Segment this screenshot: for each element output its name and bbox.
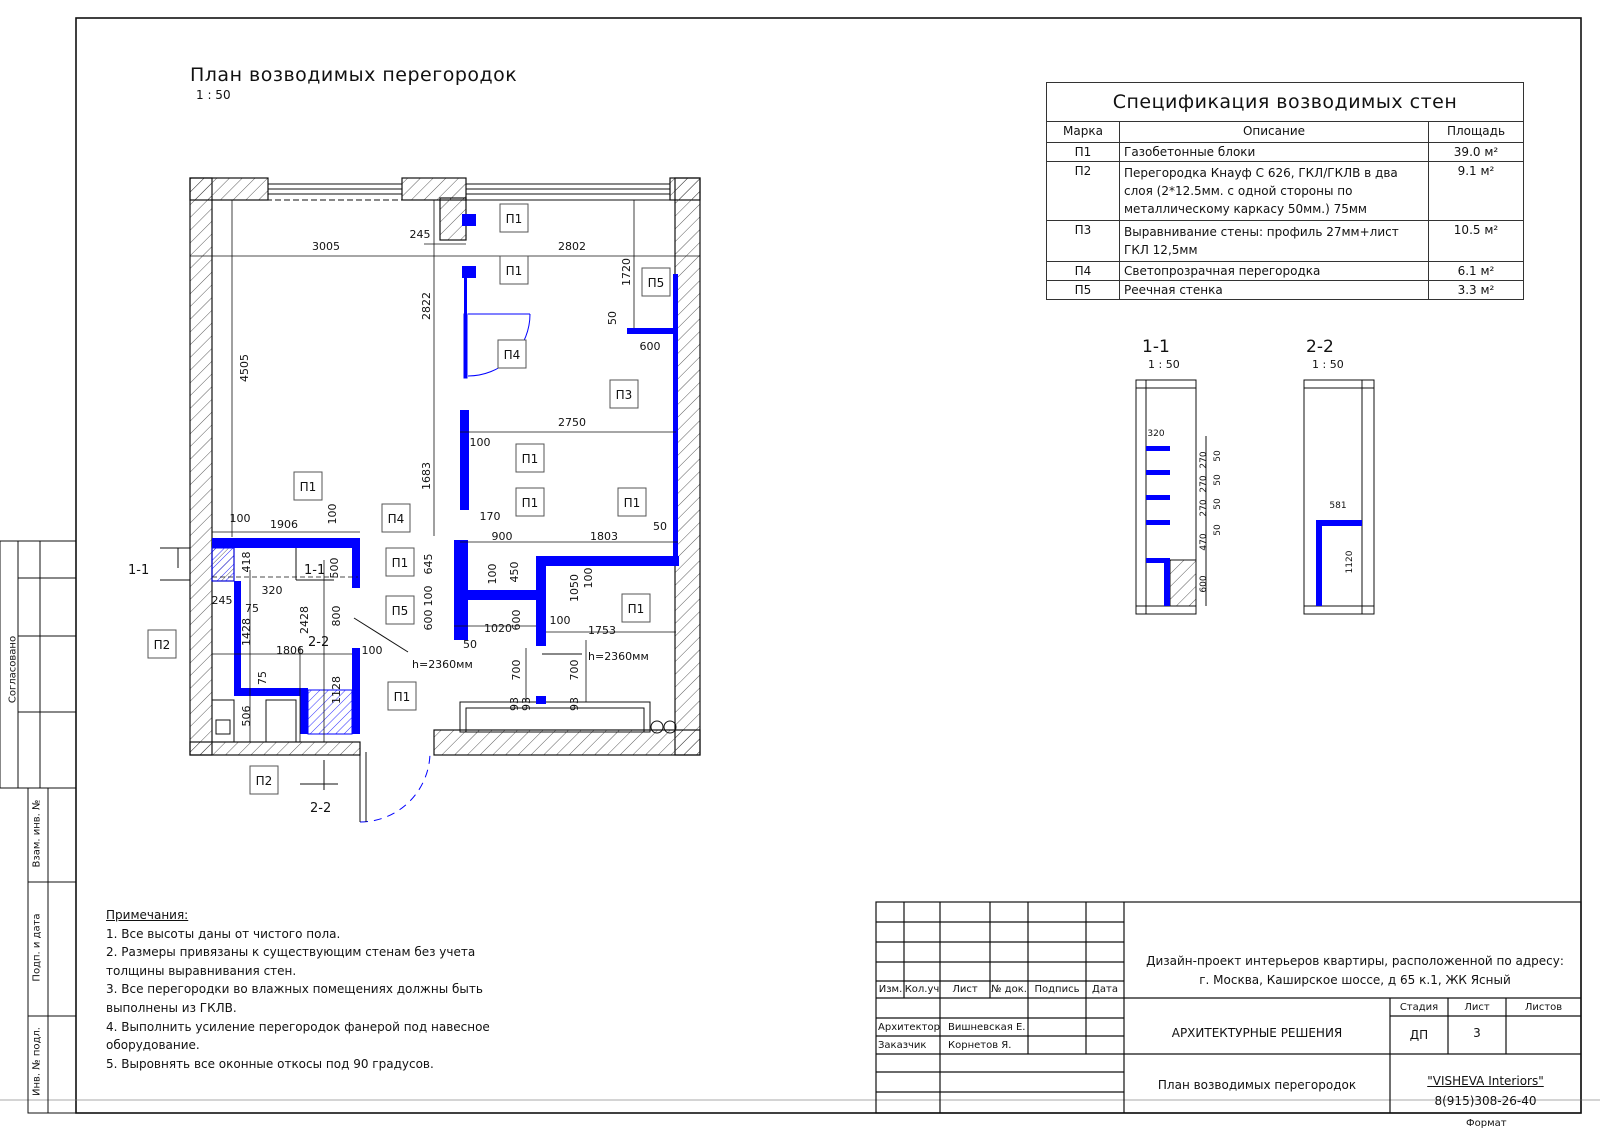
s11-dim: 270 [1199,451,1209,469]
s11-dim: 50 [1213,498,1223,510]
tag-p1: П1 [299,480,317,494]
tb-company: "VISHEVA Interiors" [1427,1074,1544,1088]
dim-text: 100 [486,563,499,585]
tb-col-sign: Подпись [1034,984,1080,995]
tb-architect-name: Вишневская Е. [948,1022,1026,1033]
dim-text: 600 [422,609,435,631]
tb-col-izm: Изм. [878,984,903,995]
tb-sheet: 3 [1473,1026,1481,1040]
table-row [1047,262,1524,281]
spec-desc: Светопрозрачная перегородка [1120,262,1429,281]
s11-dim: 50 [1213,450,1223,462]
section-2-2-partitions [1316,520,1362,606]
dim-text: 500 [328,557,341,579]
dim-text: 900 [491,530,513,543]
spec-desc: Перегородка Кнауф С 626, ГКЛ/ГКЛВ в два слоя (2*12.5мм. с одной стороны по металлическому каркасу 50мм.) 75мм [1120,162,1429,221]
height-note: h=2360мм [588,650,649,663]
tag-boxes [148,204,670,794]
stamp-agreed: Согласовано [7,635,19,704]
spec-mark: П1 [1047,143,1120,162]
tag-p1: П1 [623,496,641,510]
tag-p4: П4 [387,512,405,526]
spec-header-desc: Описание [1120,122,1429,143]
dim-text: 1803 [590,530,618,543]
spec-area: 9.1 м² [1429,162,1524,221]
dim-text: 93 [520,697,533,711]
spec-mark: П3 [1047,221,1120,262]
s11-dim: 470 [1199,533,1209,551]
dim-text: 2750 [558,416,586,429]
spec-desc: Газобетонные блоки [1120,143,1429,162]
s11-dim: 50 [1213,474,1223,486]
spec-area: 39.0 м² [1429,143,1524,162]
tb-col-kol: Кол.уч [904,984,940,995]
dim-text: 1683 [420,462,433,490]
spec-header-area: Площадь [1429,122,1524,143]
section-label-1-1: 1-1 [128,563,150,578]
dim-text: 170 [479,510,501,523]
tb-stage: ДП [1409,1028,1429,1042]
notes-title: Примечания: [106,908,189,922]
dim-text: 1906 [270,518,298,531]
dim-text: 100 [361,644,383,657]
section-1-1-partitions [1146,446,1170,606]
dim-text: 75 [245,602,259,615]
s11-dim: 270 [1199,499,1209,517]
tb-section: АРХИТЕКТУРНЫЕ РЕШЕНИЯ [1171,1026,1343,1040]
dim-text: 1806 [276,644,304,657]
dim-text: 100 [549,614,571,627]
dim-text: 100 [582,567,595,589]
dim-text: 700 [510,659,523,681]
dim-text: 600 [639,340,661,353]
dim-text: 245 [409,228,431,241]
spec-area: 10.5 м² [1429,221,1524,262]
spec-desc: Реечная стенка [1120,281,1429,300]
stamp-inv-orig: Инв. № подл. [31,1027,43,1096]
dim-text: 100 [326,503,339,525]
dim-text: 645 [422,553,435,575]
tb-sheet-header: Лист [1464,1002,1490,1013]
dimension-texts [212,228,668,727]
dim-text: 1720 [620,258,633,286]
section-1-1-title: 1-1 [1142,337,1170,357]
dim-text: 2802 [558,240,586,253]
tb-sheet-title: План возводимых перегородок [1157,1078,1357,1092]
stamp-sign-date: Подп. и дата [31,913,43,982]
tag-p4: П4 [503,348,521,362]
dim-text: 800 [330,605,343,627]
note-item: 1. Все высоты даны от чистого пола. [106,926,341,941]
s11-dim: 600 [1199,575,1209,593]
section-2-2-drawing [1304,380,1374,614]
dim-text: 506 [240,705,253,727]
tag-p5: П5 [647,276,665,290]
tb-architect-role: Архитектор [878,1022,940,1033]
dim-text: 100 [422,585,435,607]
note-item: 2. Размеры привязаны к существующим стенам без учета толщины выравнивания стен. [106,945,476,978]
notes [106,906,496,1073]
tag-p1: П1 [627,602,645,616]
tag-p1: П1 [521,452,539,466]
s22-dim: 1120 [1345,550,1355,574]
s11-dim: 270 [1199,475,1209,493]
table-row [1047,221,1524,262]
dim-text: 93 [508,697,521,711]
s22-dim: 581 [1329,501,1347,511]
section-2-2-title: 2-2 [1306,337,1334,357]
s11-dim: 50 [1213,524,1223,536]
tb-stage-header: Стадия [1399,1002,1439,1013]
tag-p1: П1 [505,212,523,226]
tag-p1: П1 [505,264,523,278]
spec-header-mark: Марка [1047,122,1120,143]
dim-text: 1428 [240,618,253,646]
tag-p5: П5 [391,604,409,618]
tb-format: Формат [1466,1118,1507,1129]
drawing-scale: 1 : 50 [196,88,231,102]
note-item: 3. Все перегородки во влажных помещениях должны быть выполнены из ГКЛВ. [106,982,483,1015]
dim-text: 320 [261,584,283,597]
tb-phone: 8(915)308-26-40 [1434,1094,1537,1108]
section-2-2-scale: 1 : 50 [1312,358,1344,371]
windows [268,184,670,194]
tb-client-name: Корнетов Я. [948,1040,1012,1051]
dim-text: 2822 [420,292,433,320]
height-note: h=2360мм [412,658,473,671]
spec-mark: П2 [1047,162,1120,221]
dim-text: 700 [568,659,581,681]
tag-p1: П1 [521,496,539,510]
tb-col-date: Дата [1092,984,1118,995]
dim-text: 450 [508,561,521,583]
spec-area: 6.1 м² [1429,262,1524,281]
spec-desc: Выравнивание стены: профиль 27мм+лист ГКЛ 12,5мм [1120,221,1429,262]
dim-text: 50 [463,638,477,651]
tag-p1: П1 [393,690,411,704]
spec-mark: П4 [1047,262,1120,281]
dim-text: 75 [256,671,269,685]
section-label-1-1: 1-1 [304,563,326,578]
s11-dim: 320 [1147,429,1165,439]
dim-text: 50 [653,520,667,533]
tag-p2: П2 [255,774,273,788]
tag-p1: П1 [391,556,409,570]
section-1-1-scale: 1 : 50 [1148,358,1180,371]
dim-text: 100 [469,436,491,449]
table-row [1047,281,1524,300]
note-item: 5. Выровнять все оконные откосы под 90 градусов. [106,1056,434,1071]
dim-text: 50 [606,311,619,325]
tb-col-list: Лист [952,984,978,995]
stamp-inv-zam: Взам. инв. № [31,799,43,868]
spec-table [1046,82,1524,300]
dim-text: 2428 [298,606,311,634]
section-label-2-2: 2-2 [308,635,330,650]
drawing-title: План возводимых перегородок [190,64,518,86]
dim-text: 4505 [238,354,251,382]
dim-text: 100 [229,512,251,525]
tb-project: Дизайн-проект интерьеров квартиры, расположенной по адресу: г. Москва, Каширское шоссе, д 65 к.1, ЖК Ясный [1146,954,1564,987]
section-label-2-2: 2-2 [310,801,332,816]
dim-text: 93 [568,697,581,711]
spec-area: 3.3 м² [1429,281,1524,300]
table-row [1047,143,1524,162]
dim-text: 1050 [568,574,581,602]
spec-title: Спецификация возводимых стен [1047,83,1524,122]
dim-text: 418 [240,551,253,573]
tag-p2: П2 [153,638,171,652]
dim-text: 3005 [312,240,340,253]
spec-mark: П5 [1047,281,1120,300]
dim-text: 1020 [484,622,512,635]
tb-col-doc: № док. [991,984,1027,995]
dim-text: 600 [510,609,523,631]
tag-p3: П3 [615,388,633,402]
tb-client-role: Заказчик [878,1040,927,1051]
tb-sheets-header: Листов [1524,1002,1563,1013]
dim-text: 1128 [330,676,343,704]
dim-text: 245 [211,594,233,607]
dim-text: 1753 [588,624,616,637]
table-row [1047,162,1524,221]
note-item: 4. Выполнить усиление перегородок фанерой под навесное оборудование. [106,1019,490,1053]
